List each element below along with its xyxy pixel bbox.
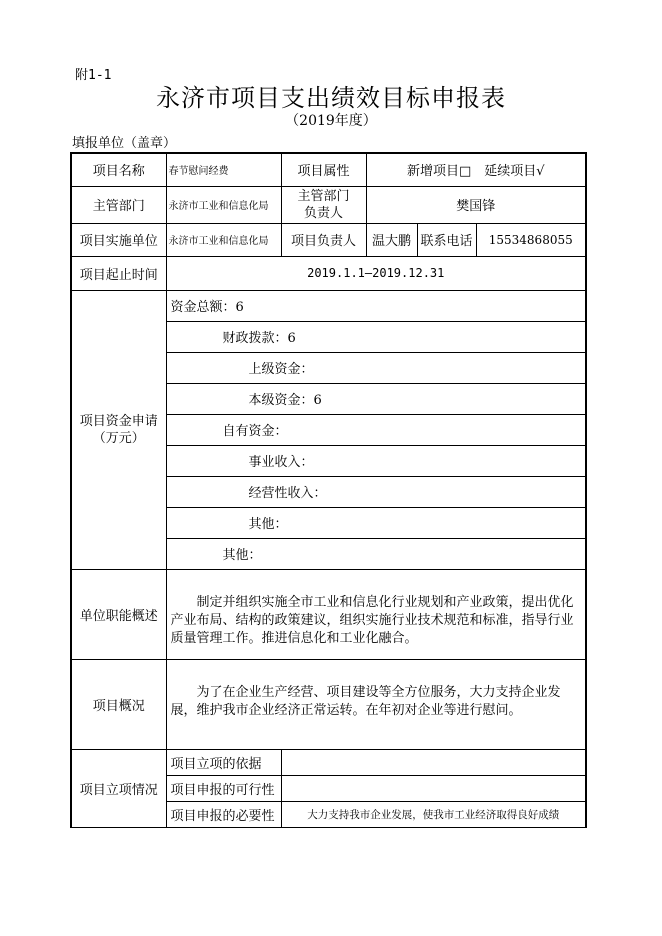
proj-head-label: 项目负责人 bbox=[281, 223, 366, 256]
funding-other-a: 其他： bbox=[166, 507, 586, 538]
funding-fiscal: 财政拨款：6 bbox=[166, 321, 586, 352]
funding-total: 资金总额：6 bbox=[166, 290, 586, 321]
period-label: 项目起止时间 bbox=[71, 256, 166, 290]
dept-value: 永济市工业和信息化局 bbox=[166, 186, 281, 223]
overview-text-cell bbox=[166, 659, 586, 749]
overview-text: 为了在企业生产经营、项目建设等全方位服务，大力支持企业发展，维护我市企业经济正常运转。在年初对企业等进行慰问。 bbox=[170, 684, 561, 718]
duties-text-cell bbox=[166, 569, 586, 659]
feasibility-label: 项目申报的可行性 bbox=[166, 775, 281, 801]
project-name-value: 春节慰问经费 bbox=[166, 153, 281, 186]
phone-value: 15534868055 bbox=[476, 223, 586, 256]
reporting-unit-label: 填报单位（盖章） bbox=[72, 136, 177, 151]
funding-label bbox=[71, 290, 166, 569]
form-year: （2019年度） bbox=[285, 113, 377, 129]
basis-label: 项目立项的依据 bbox=[166, 749, 281, 775]
funding-business-income: 事业收入： bbox=[166, 445, 586, 476]
funding-label-line1: 项目资金申请 bbox=[79, 413, 158, 429]
duties-text: 制定并组织实施全市工业和信息化行业规划和产业政策，提出优化产业布局、结构的政策建议，组织实施行业技术规范和标准，指导行业质量管理工作。推进信息化和工业化融合。 bbox=[170, 594, 574, 646]
project-attr-label: 项目属性 bbox=[281, 153, 366, 186]
dept-head-label bbox=[281, 186, 366, 223]
funding-other-b: 其他： bbox=[166, 538, 586, 569]
duties-label: 单位职能概述 bbox=[71, 569, 166, 659]
dept-head-label-line2: 负责人 bbox=[303, 205, 343, 221]
feasibility-value bbox=[281, 775, 586, 801]
phone-label: 联系电话 bbox=[417, 223, 476, 256]
form-title: 永济市项目支出绩效目标申报表 bbox=[156, 84, 506, 112]
application-form-table bbox=[70, 152, 587, 828]
period-value: 2019.1.1—2019.12.31 bbox=[166, 256, 586, 290]
funding-operating-income: 经营性收入： bbox=[166, 476, 586, 507]
proj-head-value: 温大鹏 bbox=[366, 223, 417, 256]
dept-head-label-line1: 主管部门 bbox=[297, 188, 350, 204]
establishment-label: 项目立项情况 bbox=[71, 749, 166, 827]
necessity-value: 大力支持我市企业发展，使我市工业经济取得良好成绩 bbox=[281, 801, 586, 827]
impl-unit-label: 项目实施单位 bbox=[71, 223, 166, 256]
funding-label-line2: （万元） bbox=[92, 430, 145, 446]
dept-head-value: 樊国锋 bbox=[366, 186, 586, 223]
funding-self-raised: 自有资金： bbox=[166, 414, 586, 445]
annex-label: 附1-1 bbox=[75, 68, 112, 83]
impl-unit-value: 永济市工业和信息化局 bbox=[166, 223, 281, 256]
project-name-label: 项目名称 bbox=[71, 153, 166, 186]
overview-label: 项目概况 bbox=[71, 659, 166, 749]
project-attr-value: 新增项目□ 延续项目√ bbox=[366, 153, 586, 186]
dept-label: 主管部门 bbox=[71, 186, 166, 223]
funding-superior: 上级资金： bbox=[166, 352, 586, 383]
funding-local: 本级资金：6 bbox=[166, 383, 586, 414]
necessity-label: 项目申报的必要性 bbox=[166, 801, 281, 827]
basis-value bbox=[281, 749, 586, 775]
